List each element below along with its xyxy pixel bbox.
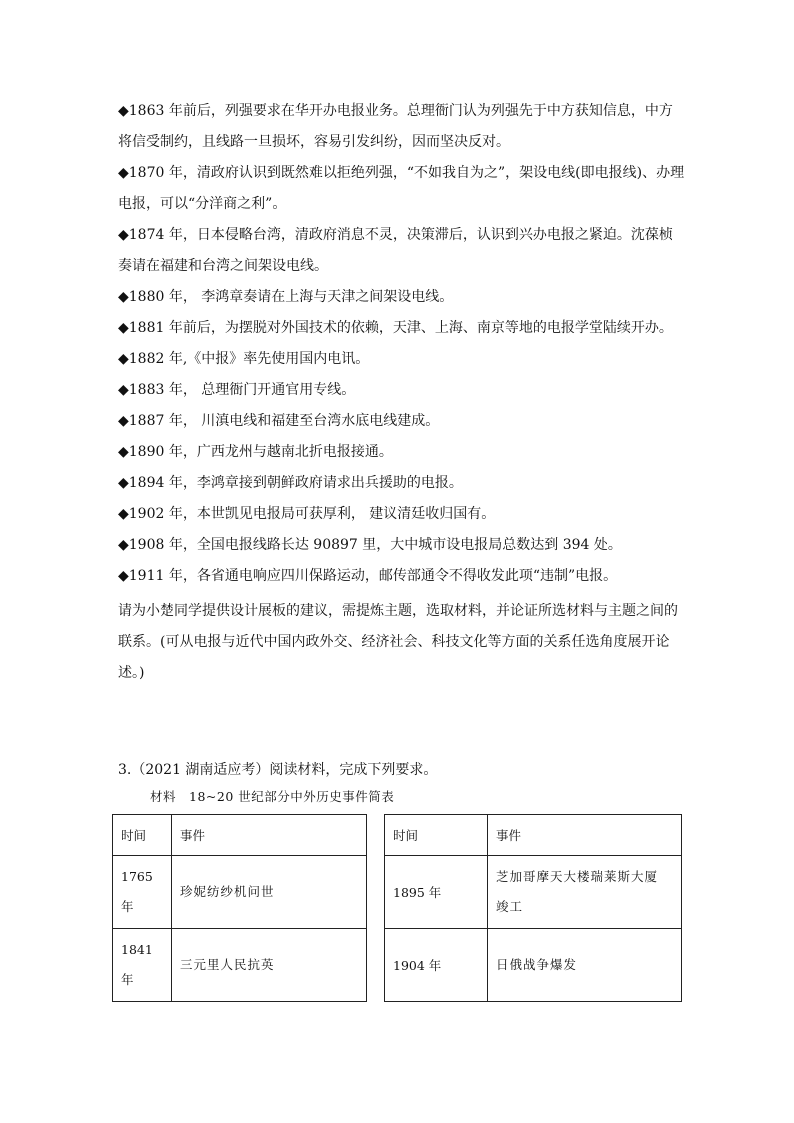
question-3-heading: 3.（2021 湖南适应考）阅读材料，完成下列要求。: [118, 762, 438, 778]
prompt-line-3: 述。): [118, 665, 145, 681]
prompt-line-1: 请为小楚同学提供设计展板的建议，需提炼主题，选取材料，并论证所选材料与主题之间的: [118, 603, 678, 619]
event-1902: ◆1902 年，本世凯见电报局可获厚利， 建议清廷收归国有。: [118, 506, 496, 522]
row-year: [113, 929, 172, 1002]
year-number: 1765: [121, 869, 153, 884]
header-time: 时间: [113, 815, 172, 856]
table-row: [385, 929, 682, 1002]
row-year: [113, 856, 172, 929]
event-list: [118, 96, 685, 592]
table-row: [113, 929, 367, 1002]
event-1870-line-1: ◆1870 年，清政府认识到既然难以拒绝列强，“不如我自为之”，架设电线(即电报线)、办理: [118, 165, 685, 181]
header-event: 事件: [172, 815, 367, 856]
row-event-line-1: 芝加哥摩天大楼瑞莱斯大厦: [496, 869, 659, 884]
event-1880: ◆1880 年， 李鸿章奏请在上海与天津之间架设电线。: [118, 289, 454, 305]
event-1890: ◆1890 年，广西龙州与越南北折电报接通。: [118, 444, 393, 460]
header-event: 事件: [488, 815, 682, 856]
event-1870-line-2: 电报，可以“分洋商之利”。: [118, 196, 287, 212]
event-1882: ◆1882 年,《中报》率先使用国内电讯。: [118, 351, 370, 367]
row-event: [488, 856, 682, 929]
event-1887: ◆1887 年， 川滇电线和福建至台湾水底电线建成。: [118, 413, 440, 429]
history-table-left: [112, 814, 367, 1002]
row-event: 珍妮纺纱机问世: [172, 856, 367, 929]
table-row: [385, 856, 682, 929]
task-prompt: [118, 596, 678, 689]
year-unit: 年: [121, 899, 134, 914]
table-caption: 材料 18~20 世纪部分中外历史事件简表: [150, 789, 395, 804]
event-1874-line-1: ◆1874 年，日本侵略台湾，清政府消息不灵，决策滞后，认识到兴办电报之紧迫。沈葆桢: [118, 227, 673, 243]
year-unit: 年: [121, 972, 134, 987]
table-header-row: [113, 815, 367, 856]
row-event-line-2: 竣工: [496, 899, 524, 914]
row-year: 1895 年: [385, 856, 488, 929]
event-1894: ◆1894 年，李鸿章接到朝鲜政府请求出兵援助的电报。: [118, 475, 463, 491]
history-table-right: [384, 814, 682, 1002]
table-row: [113, 856, 367, 929]
event-1883: ◆1883 年， 总理衙门开通官用专线。: [118, 382, 356, 398]
event-1881: ◆1881 年前后，为摆脱对外国技术的依赖，天津、上海、南京等地的电报学堂陆续开办。: [118, 320, 673, 336]
event-1863-line-1: ◆1863 年前后，列强要求在华开办电报业务。总理衙门认为列强先于中方获知信息，中方: [118, 103, 673, 119]
row-event: 日俄战争爆发: [488, 929, 682, 1002]
year-number: 1841: [121, 942, 153, 957]
row-event: 三元里人民抗英: [172, 929, 367, 1002]
event-1874-line-2: 奏请在福建和台湾之间架设电线。: [118, 258, 328, 274]
event-1908: ◆1908 年，全国电报线路长达 90897 里，大中城市设电报局总数达到 394 处。: [118, 537, 622, 553]
event-1911: ◆1911 年，各省通电响应四川保路运动，邮传部通令不得收发此项“违制”电报。: [118, 568, 618, 584]
event-1863-line-2: 将信受制约，且线路一旦损坏，容易引发纠纷，因而坚决反对。: [118, 134, 510, 150]
table-header-row: [385, 815, 682, 856]
header-time: 时间: [385, 815, 488, 856]
prompt-line-2: 联系。(可从电报与近代中国内政外交、经济社会、科技文化等方面的关系任选角度展开论: [118, 634, 670, 650]
row-year: 1904 年: [385, 929, 488, 1002]
